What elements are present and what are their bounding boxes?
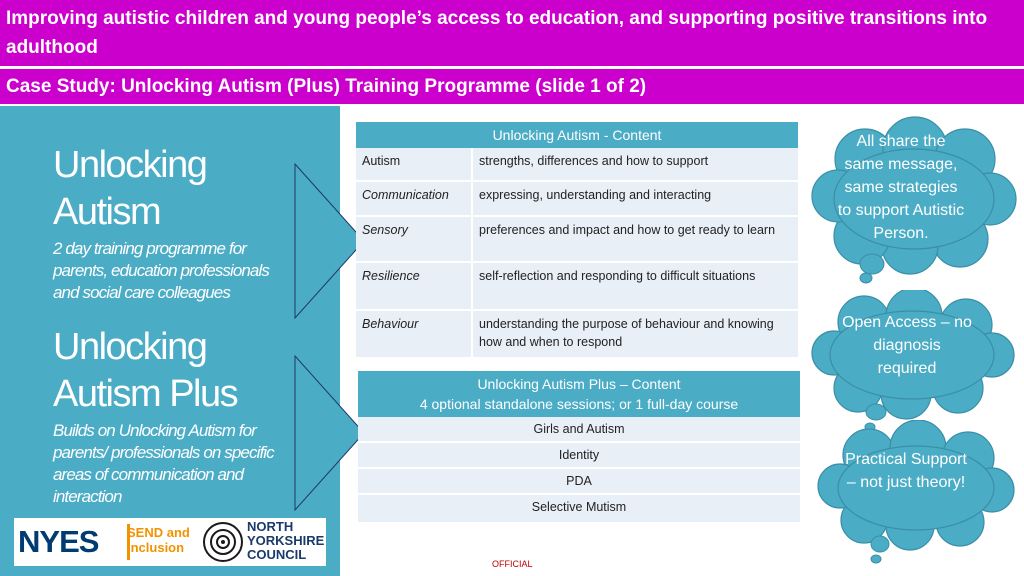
unlocking-autism-plus-content-table [358, 371, 800, 524]
ua-title-line1: Unlocking [53, 144, 207, 186]
table-row: Selective Mutism [358, 495, 800, 524]
council-logo-line3: COUNCIL [247, 547, 307, 562]
row-value: expressing, understanding and interacting [473, 182, 798, 217]
row-value: strengths, differences and how to support [473, 148, 798, 182]
classification-label: OFFICIAL [492, 559, 533, 569]
chevron-right-icon [294, 355, 366, 511]
council-logo-line2: YORKSHIRE [247, 533, 325, 548]
logos-area [14, 518, 326, 566]
send-logo-line2: Inclusion [127, 540, 185, 555]
row-key: Communication [356, 182, 473, 217]
table-row: Girls and Autism [358, 417, 800, 443]
subheader-bar [0, 69, 1024, 104]
table-row [356, 148, 798, 182]
cloud-text-practical-support: Practical Support – not just theory! [845, 451, 967, 491]
council-logo-line1: NORTH [247, 519, 294, 534]
table-header-line1: Unlocking Autism Plus – Content [358, 371, 800, 394]
row-key: Behaviour [356, 311, 473, 359]
uap-title-line2: Autism Plus [53, 373, 238, 415]
table-row [356, 182, 798, 217]
cloud-text-shared-message: All share the same message, same strategies to support Autistic Person. [837, 133, 965, 242]
ua-title-line2: Autism [53, 191, 161, 233]
left-panel [0, 106, 340, 576]
ua-description: 2 day training programme for parents, education professionals and social care colleagues [53, 239, 269, 302]
page-title: Improving autistic children and young people’s access to education, and supporting positive transitions into adulthood [6, 8, 988, 58]
uap-title-line1: Unlocking [53, 326, 207, 368]
thought-cloud-icon [814, 420, 1020, 570]
table-row: PDA [358, 469, 800, 495]
cloud-text-open-access: Open Access – no diagnosis required [842, 314, 972, 377]
table-row [356, 263, 798, 311]
table-row: Identity [358, 443, 800, 469]
rose-emblem-icon [202, 521, 244, 563]
row-key: Sensory [356, 217, 473, 263]
header-bar [0, 0, 1024, 66]
unlocking-autism-content-table [356, 122, 798, 359]
row-key: Autism [356, 148, 473, 182]
table-row [356, 217, 798, 263]
row-value: understanding the purpose of behaviour and knowing how and when to respond [473, 311, 798, 359]
table-header-line2: 4 optional standalone sessions; or 1 full-day course [358, 394, 800, 417]
send-logo-line1: SEND and [127, 525, 190, 540]
uap-description: Builds on Unlocking Autism for parents/ professionals on specific areas of communication and interaction [53, 421, 274, 506]
row-value: preferences and impact and how to get ready to learn [473, 217, 798, 263]
nyes-logo: NYES [18, 524, 99, 559]
table-row [356, 311, 798, 359]
row-key: Resilience [356, 263, 473, 311]
slide-subtitle: Case Study: Unlocking Autism (Plus) Training Programme (slide 1 of 2) [6, 76, 647, 97]
table-header: Unlocking Autism - Content [356, 122, 798, 148]
row-value: self-reflection and responding to difficult situations [473, 263, 798, 311]
